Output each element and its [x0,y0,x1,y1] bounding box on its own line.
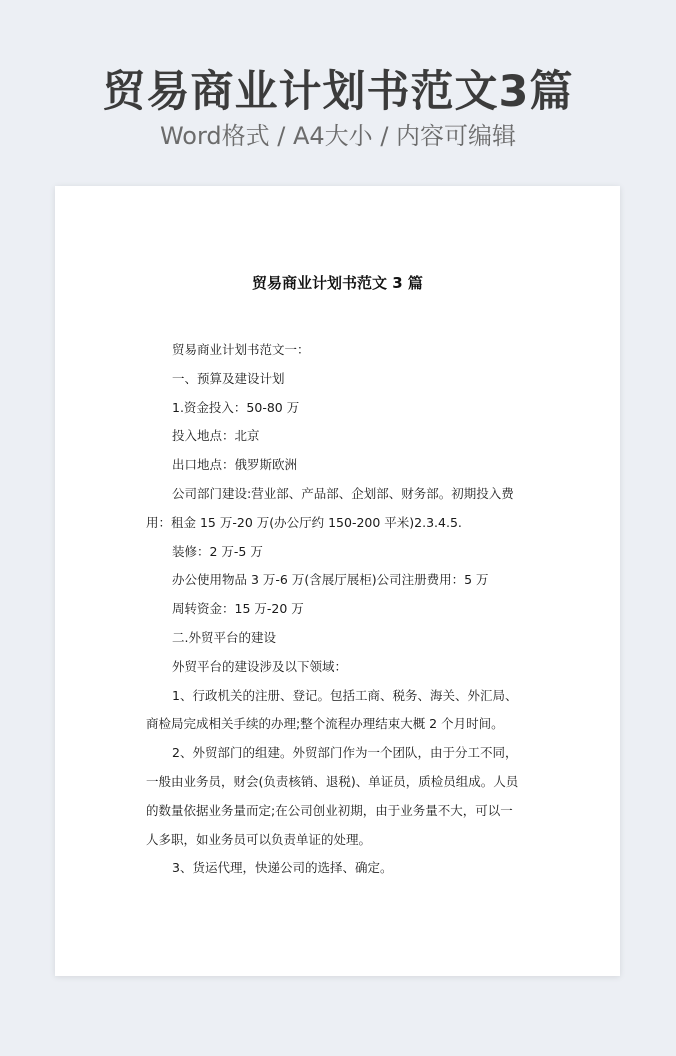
doc-line-item2-cont3: 人多职，如业务员可以负责单证的处理。 [146,831,372,847]
document-body [146,336,532,883]
doc-line-decoration: 装修：2 万-5 万 [172,543,263,559]
doc-line-platform-intro: 外贸平台的建设涉及以下领域： [172,658,348,674]
doc-line-platform-heading: 二.外贸平台的建设 [172,629,276,645]
document-title: 贸易商业计划书范文 3 篇 [252,274,423,292]
doc-line-budget-heading: 一、预算及建设计划 [172,370,285,386]
doc-line-item3: 3、货运代理，快递公司的选择、确定。 [172,860,393,876]
doc-line-item1: 1、行政机关的注册、登记。包括工商、税务、海关、外汇局、 [172,687,518,703]
doc-line-section-heading: 贸易商业计划书范文一： [172,342,310,357]
doc-line-location: 投入地点：北京 [172,428,260,444]
doc-line-item2-cont1: 一般由业务员，财会(负责核销、退税)、单证员，质检员组成。人员 [146,773,519,789]
document-page [55,186,620,976]
doc-line-item2-cont2: 的数量依据业务量而定;在公司创业初期，由于业务量不大，可以一 [146,802,513,818]
banner-title: 贸易商业计划书范文3篇 [102,67,574,117]
doc-line-item1-cont: 商检局完成相关手续的办理;整个流程办理结束大概 2 个月时间。 [146,716,504,732]
doc-line-working-capital: 周转资金：15 万-20 万 [172,601,304,617]
doc-line-departments-cont: 用：租金 15 万-20 万(办公厅约 150-200 平米)2.3.4.5. [146,514,462,530]
doc-line-office-supplies: 办公使用物品 3 万-6 万(含展厅展柜)公司注册费用：5 万 [172,572,489,588]
doc-line-export: 出口地点：俄罗斯欧洲 [172,457,298,473]
doc-line-departments: 公司部门建设:营业部、产品部、企划部、财务部。初期投入费 [172,485,514,501]
doc-line-capital: 1.资金投入：50-80 万 [172,399,300,415]
doc-line-item2: 2、外贸部门的组建。外贸部门作为一个团队，由于分工不同， [172,745,518,761]
banner-subtitle: Word格式 / A4大小 / 内容可编辑 [159,122,517,150]
